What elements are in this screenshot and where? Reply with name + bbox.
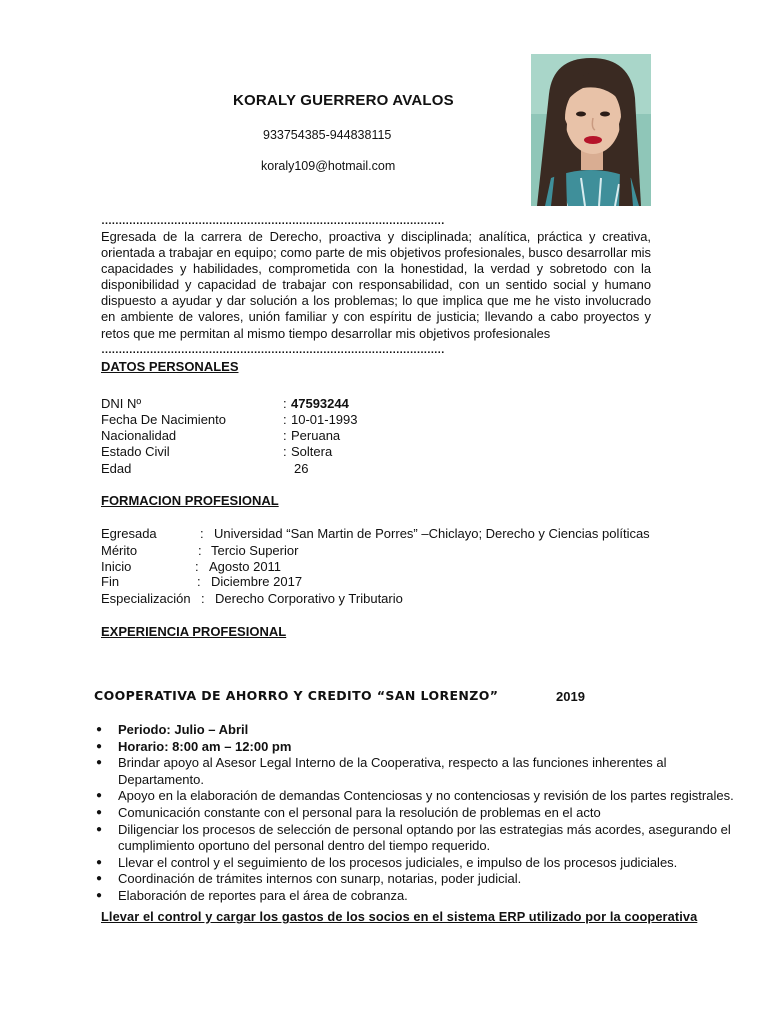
formacion-value: Diciembre 2017 bbox=[211, 574, 303, 589]
list-item bbox=[96, 755, 746, 788]
datos-label: Nacionalidad bbox=[101, 428, 177, 443]
bullet-icon: ● bbox=[96, 856, 103, 868]
separator-top: ……………………………………………………………………………………… bbox=[101, 216, 445, 226]
list-item bbox=[96, 822, 746, 855]
list-item bbox=[96, 739, 746, 756]
list-item-text: Comunicación constante con el personal para la resolución de problemas en el acto bbox=[118, 804, 601, 820]
profile-summary: Egresada de la carrera de Derecho, proactiva y disciplinada; analítica, práctica y creativa, orientada a trabajar en equipo; como parte de mis objetivos profesionales, busco desarrollar mis capacidades y habilidades, comprometida con la honestidad, la verdad y sobretodo con la disponibilidad y capacidad de trabajar con responsabilidad, con un sentido social y humano dispuesto a ayudar y dar solución a los problemas; lo que implica que me he visto involucrado en ambiente de valores, unión familiar y con espíritu de justicia; llevando a cabo proyectos y retos que me permitan al mismo tiempo desarrollar mis objetivos profesionales bbox=[101, 229, 651, 341]
bullet-icon: ● bbox=[96, 724, 103, 735]
bullet-icon: ● bbox=[96, 790, 103, 802]
list-item-text: Elaboración de reportes para el área de cobranza. bbox=[118, 887, 408, 903]
formacion-row-especializacion bbox=[101, 591, 721, 609]
email-address: koraly109@hotmail.com bbox=[261, 159, 396, 173]
list-item-text: Periodo: Julio – Abril bbox=[118, 722, 249, 737]
formacion-row-fin bbox=[101, 574, 721, 592]
list-item-text: Brindar apoyo al Asesor Legal Interno de la Cooperativa, respecto a las funciones inherentes al Departamento. bbox=[118, 755, 667, 787]
list-item-text: Apoyo en la elaboración de demandas Contenciosas y no contenciosas y revisión de los partes registrales. bbox=[118, 788, 734, 804]
datos-label: Edad bbox=[101, 461, 132, 476]
closing-statement: Llevar el control y cargar los gastos de los socios en el sistema ERP utilizado por la cooperativa bbox=[101, 909, 698, 924]
list-item bbox=[96, 855, 746, 872]
candidate-name: KORALY GUERRERO AVALOS bbox=[233, 92, 454, 109]
formacion-row-egresada bbox=[101, 526, 721, 544]
datos-row-estado-civil bbox=[101, 444, 501, 462]
formacion-value: Tercio Superior bbox=[211, 543, 299, 558]
datos-label: DNI Nº bbox=[101, 396, 142, 411]
list-item bbox=[96, 888, 746, 905]
datos-sep: : bbox=[283, 444, 287, 459]
formacion-sep: : bbox=[198, 543, 202, 558]
section-title-formacion: FORMACION PROFESIONAL bbox=[101, 493, 279, 508]
list-item-text: Diligenciar los procesos de selección de personal optando por las estrategias más acordes, asegurando el cumplimiento oportuno del personal dentro del tiempo requerido. bbox=[118, 821, 731, 854]
formacion-sep: : bbox=[195, 559, 199, 574]
phone-number: 933754385-944838115 bbox=[263, 128, 392, 142]
list-item-text: Horario: 8:00 am – 12:00 pm bbox=[118, 738, 292, 754]
section-title-experiencia: EXPERIENCIA PROFESIONAL bbox=[101, 624, 287, 639]
formacion-sep: : bbox=[200, 526, 204, 541]
list-item bbox=[96, 788, 746, 805]
bullet-icon: ● bbox=[96, 806, 103, 818]
datos-value: 26 bbox=[294, 461, 309, 476]
formacion-label: Inicio bbox=[101, 559, 132, 574]
formacion-label: Egresada bbox=[101, 526, 157, 541]
company-year: 2019 bbox=[556, 689, 585, 704]
datos-value: 10-01-1993 bbox=[291, 412, 358, 427]
formacion-label: Fin bbox=[101, 574, 120, 589]
datos-label: Estado Civil bbox=[101, 444, 170, 459]
profile-photo bbox=[531, 54, 651, 206]
list-item bbox=[96, 805, 746, 822]
bullet-icon: ● bbox=[96, 740, 103, 752]
formacion-label: Especialización bbox=[101, 591, 191, 606]
datos-value: Peruana bbox=[291, 428, 341, 443]
bullet-icon: ● bbox=[96, 823, 103, 835]
experience-list bbox=[96, 722, 746, 905]
formacion-sep: : bbox=[197, 574, 201, 589]
list-item bbox=[96, 871, 746, 888]
datos-label: Fecha De Nacimiento bbox=[101, 412, 226, 427]
formacion-value: Universidad “San Martin de Porres” –Chiclayo; Derecho y Ciencias políticas bbox=[214, 526, 650, 541]
bullet-icon: ● bbox=[96, 873, 103, 885]
datos-value: 47593244 bbox=[291, 396, 349, 411]
formacion-value: Agosto 2011 bbox=[209, 559, 282, 574]
formacion-label: Mérito bbox=[101, 543, 138, 558]
list-item-text: Llevar el control y el seguimiento de los procesos judiciales, e impulso de los procesos judiciales. bbox=[118, 854, 678, 870]
formacion-sep: : bbox=[201, 591, 205, 606]
formacion-value: Derecho Corporativo y Tributario bbox=[215, 591, 403, 606]
separator-bottom: ……………………………………………………………………………………… bbox=[101, 345, 445, 355]
company-name: COOPERATIVA DE AHORRO Y CREDITO “SAN LORENZO” bbox=[94, 688, 499, 703]
list-item-text: Coordinación de trámites internos con sunarp, notarias, poder judicial. bbox=[118, 871, 522, 887]
datos-sep: : bbox=[283, 396, 287, 411]
section-title-datos-personales: DATOS PERSONALES bbox=[101, 359, 239, 374]
datos-sep: : bbox=[283, 428, 287, 443]
list-item bbox=[96, 722, 746, 739]
bullet-icon: ● bbox=[96, 889, 103, 901]
datos-sep: : bbox=[283, 412, 287, 427]
datos-value: Soltera bbox=[291, 444, 333, 459]
portrait-illustration bbox=[531, 54, 651, 206]
bullet-icon: ● bbox=[96, 757, 103, 769]
datos-row-edad bbox=[101, 461, 501, 479]
